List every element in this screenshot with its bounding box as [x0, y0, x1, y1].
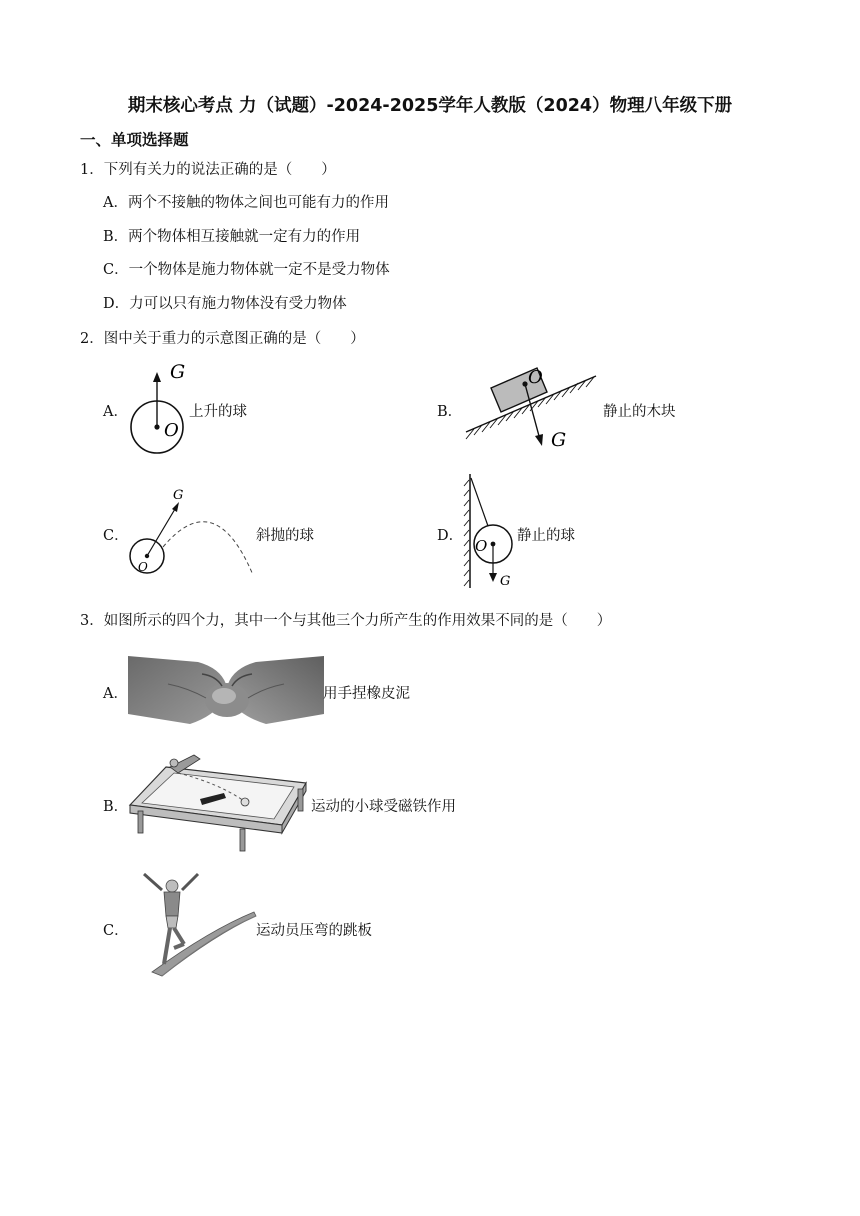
question-2-option-b-letter[interactable]: B． — [437, 404, 463, 420]
force-label-g: G — [551, 429, 567, 451]
hanging-ball-diagram — [462, 472, 522, 592]
thrown-ball-diagram — [125, 485, 265, 580]
gymnast-springboard-image — [140, 868, 258, 978]
question-2-option-a-caption: 上升的球 — [189, 404, 247, 420]
question-2-option-b-caption: 静止的木块 — [603, 404, 676, 420]
question-2-stem: 2．图中关于重力的示意图正确的是（ ） — [80, 331, 365, 347]
question-2-option-c-caption: 斜抛的球 — [256, 528, 314, 544]
ball-and-magnet-table-image — [128, 753, 308, 853]
question-1-option-a[interactable]: A．两个不接触的物体之间也可能有力的作用 — [103, 195, 389, 211]
question-3-option-c-caption: 运动员压弯的跳板 — [256, 923, 372, 939]
question-2-option-d-letter[interactable]: D． — [437, 528, 464, 544]
question-1-stem: 1．下列有关力的说法正确的是（ ） — [80, 162, 336, 178]
question-2-option-d-caption: 静止的球 — [517, 528, 575, 544]
point-label-o: O — [164, 420, 179, 441]
force-label-g: G — [170, 361, 186, 383]
force-label-g: G — [500, 574, 511, 589]
block-on-incline-diagram — [462, 362, 602, 454]
rising-ball-diagram — [125, 360, 195, 460]
page-title: 期末核心考点 力（试题）-2024-2025学年人教版（2024）物理八年级下册 — [127, 96, 733, 116]
question-2-option-c-letter[interactable]: C． — [103, 528, 129, 544]
question-2-option-a-letter[interactable]: A． — [103, 404, 128, 420]
question-3-option-b-letter[interactable]: B． — [103, 799, 129, 815]
question-3-stem: 3．如图所示的四个力，其中一个与其他三个力所产生的作用效果不同的是（ ） — [80, 613, 612, 629]
question-1-option-d[interactable]: D．力可以只有施力物体没有受力物体 — [103, 296, 347, 312]
point-label-o: O — [528, 367, 543, 388]
force-label-g: G — [173, 488, 184, 503]
section-heading: 一、单项选择题 — [80, 131, 189, 149]
question-1-option-b[interactable]: B．两个物体相互接触就一定有力的作用 — [103, 229, 361, 245]
question-3-option-a-letter[interactable]: A． — [103, 686, 128, 702]
question-3-option-c-letter[interactable]: C． — [103, 923, 129, 939]
question-3-option-a-caption: 用手捏橡皮泥 — [323, 686, 410, 702]
question-1-option-c[interactable]: C．一个物体是施力物体就一定不是受力物体 — [103, 262, 390, 278]
point-label-o: O — [138, 560, 148, 574]
hands-squeezing-clay-image — [128, 654, 324, 726]
question-3-option-b-caption: 运动的小球受磁铁作用 — [311, 799, 456, 815]
point-label-o: O — [475, 537, 488, 555]
